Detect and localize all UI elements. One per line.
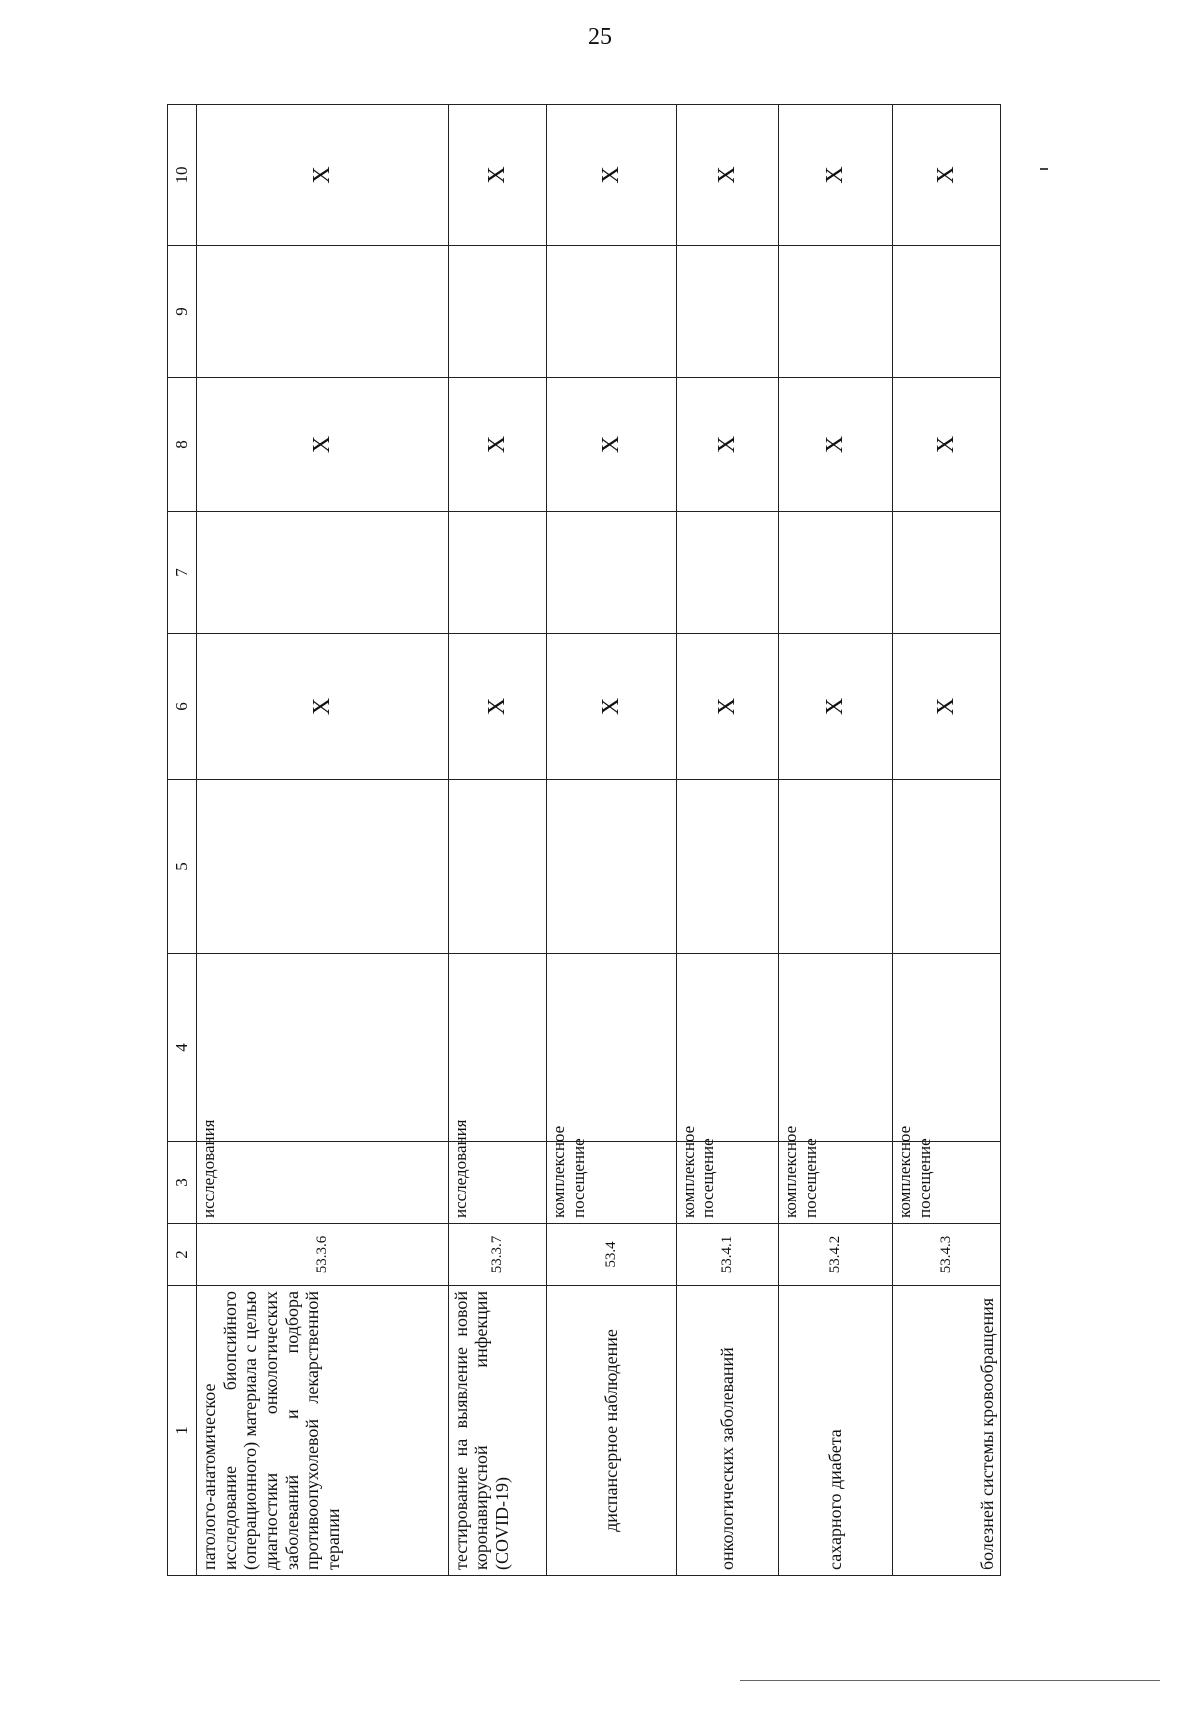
x-mark-cell: X — [197, 634, 449, 780]
code-cell: 53.4.2 — [779, 1224, 893, 1286]
x-mark-cell: X — [893, 634, 1001, 780]
value-cell — [779, 246, 893, 378]
table-row — [893, 105, 1001, 1576]
x-mark-cell: X — [448, 634, 546, 780]
code-cell: 53.4 — [547, 1224, 677, 1286]
value-cell — [197, 246, 449, 378]
scan-line — [740, 1680, 1160, 1681]
table-row — [547, 105, 677, 1576]
x-mark-cell: X — [676, 105, 779, 246]
service-name-cell: болезней системы кровообращения — [893, 1286, 1001, 1576]
service-name-cell: онкологических заболеваний — [676, 1286, 779, 1576]
unit-cell: комплексное посещение — [893, 1142, 1001, 1224]
value-cell — [547, 512, 677, 634]
column-header: 10 — [168, 105, 197, 246]
table-row — [779, 105, 893, 1576]
unit-cell: комплексное посещение — [779, 1142, 893, 1224]
code-cell: 53.4.3 — [893, 1224, 1001, 1286]
x-mark-cell: X — [547, 634, 677, 780]
column-header: 9 — [168, 246, 197, 378]
column-header: 3 — [168, 1142, 197, 1224]
value-cell — [197, 780, 449, 954]
value-cell — [893, 512, 1001, 634]
unit-cell: исследования — [448, 1142, 546, 1224]
value-cell — [676, 512, 779, 634]
x-mark-cell: X — [779, 105, 893, 246]
column-header: 6 — [168, 634, 197, 780]
value-cell — [547, 246, 677, 378]
value-cell — [448, 512, 546, 634]
table-row — [676, 105, 779, 1576]
x-mark-cell: X — [779, 634, 893, 780]
x-mark-cell: X — [197, 105, 449, 246]
tariff-table — [167, 104, 1001, 1576]
value-cell — [779, 954, 893, 1142]
column-header: 7 — [168, 512, 197, 634]
service-name-cell: сахарного диабета — [779, 1286, 893, 1576]
rotated-table-container — [167, 105, 1001, 1576]
value-cell — [676, 246, 779, 378]
value-cell — [893, 954, 1001, 1142]
x-mark-cell: X — [779, 378, 893, 512]
value-cell — [893, 780, 1001, 954]
column-header: 1 — [168, 1286, 197, 1576]
table-row — [197, 105, 449, 1576]
x-mark-cell: X — [893, 378, 1001, 512]
value-cell — [676, 780, 779, 954]
value-cell — [448, 246, 546, 378]
service-name-cell: диспансерное наблюдение — [547, 1286, 677, 1576]
value-cell — [893, 246, 1001, 378]
unit-cell: комплексное посещение — [676, 1142, 779, 1224]
unit-cell: комплексное посещение — [547, 1142, 677, 1224]
service-name-cell: патолого-анатомическое исследование биопсийного (операционного) материала с целью диагностики онкологических заболеваний и подбора противоопухолевой лекарственной терапии — [197, 1286, 449, 1576]
header-row — [168, 105, 197, 1576]
code-cell: 53.3.7 — [448, 1224, 546, 1286]
value-cell — [448, 954, 546, 1142]
page-number: 25 — [588, 24, 612, 50]
x-mark-cell: X — [676, 378, 779, 512]
x-mark-cell: X — [547, 378, 677, 512]
value-cell — [779, 512, 893, 634]
value-cell — [676, 954, 779, 1142]
value-cell — [448, 780, 546, 954]
value-cell — [197, 954, 449, 1142]
value-cell — [547, 780, 677, 954]
x-mark-cell: X — [893, 105, 1001, 246]
x-mark-cell: X — [676, 634, 779, 780]
value-cell — [547, 954, 677, 1142]
unit-cell: исследования — [197, 1142, 449, 1224]
x-mark-cell: X — [547, 105, 677, 246]
column-header: 4 — [168, 954, 197, 1142]
column-header: 8 — [168, 378, 197, 512]
value-cell — [197, 512, 449, 634]
code-cell: 53.4.1 — [676, 1224, 779, 1286]
table-row — [448, 105, 546, 1576]
x-mark-cell: X — [197, 378, 449, 512]
x-mark-cell: X — [448, 105, 546, 246]
column-header: 5 — [168, 780, 197, 954]
scan-mark — [1040, 168, 1048, 170]
code-cell: 53.3.6 — [197, 1224, 449, 1286]
value-cell — [779, 780, 893, 954]
x-mark-cell: X — [448, 378, 546, 512]
column-header: 2 — [168, 1224, 197, 1286]
service-name-cell: тестирование на выявление новой коронавирусной инфекции (COVID-19) — [448, 1286, 546, 1576]
